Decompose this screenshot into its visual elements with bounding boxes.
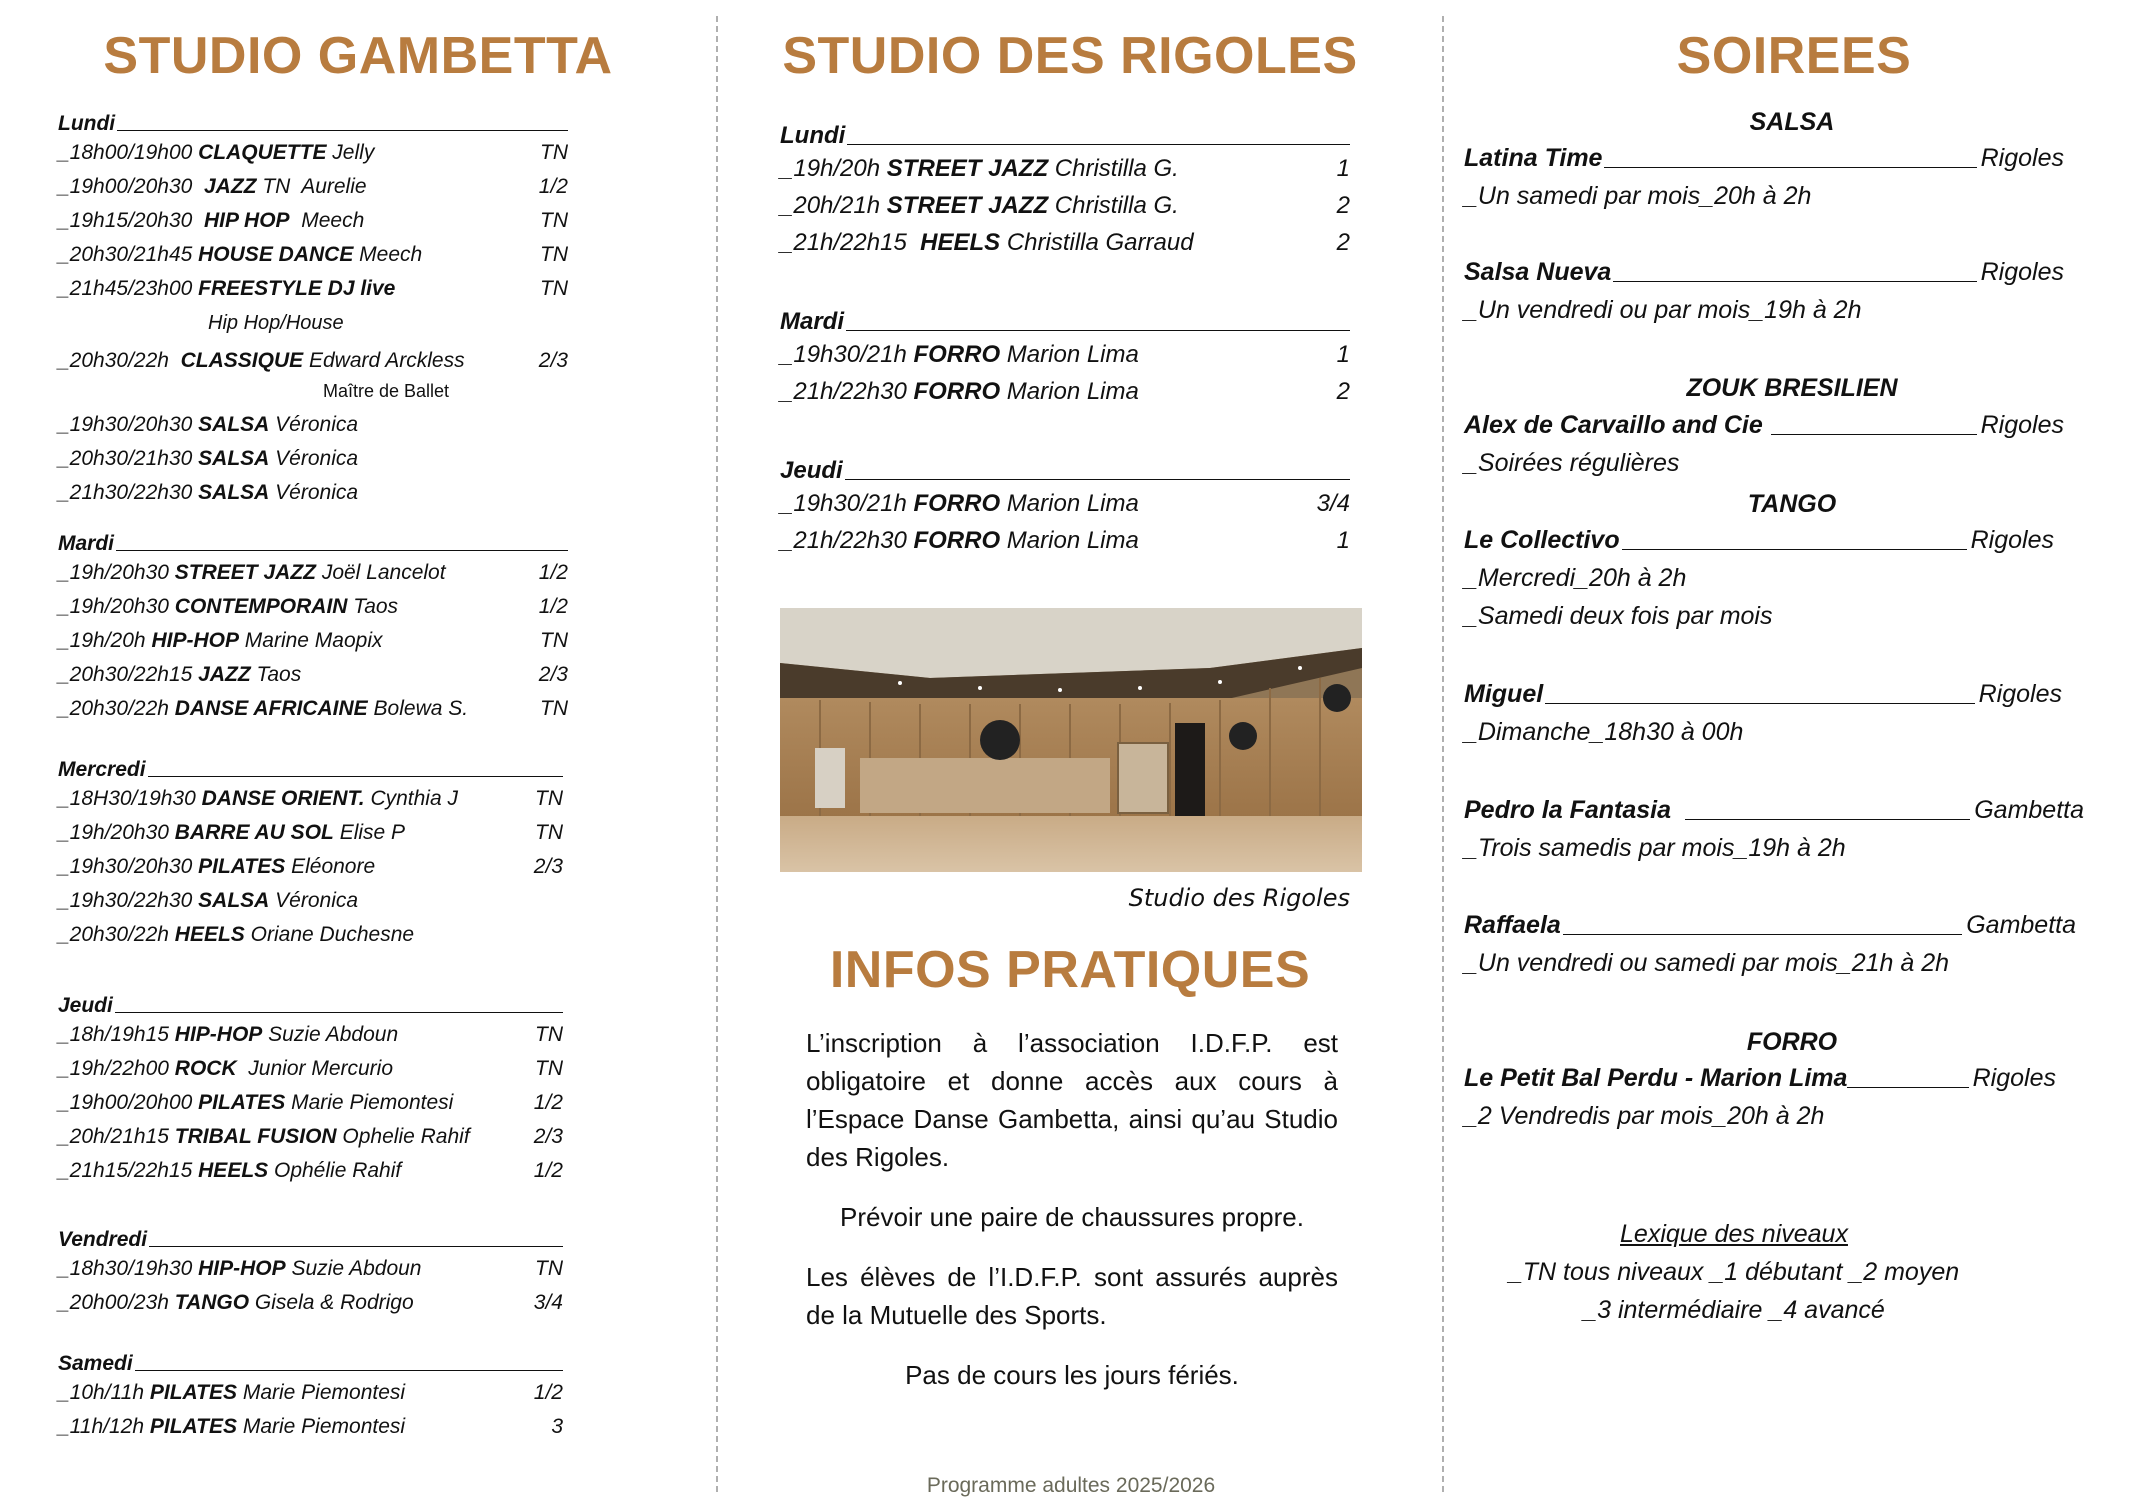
class-time: _19h15/20h30: [58, 209, 204, 232]
schedule-row: [58, 782, 563, 816]
class-time: _19h/22h00: [58, 1057, 175, 1080]
class-name: SALSA: [198, 889, 270, 912]
class-name: BARRE AU SOL: [174, 821, 334, 844]
rigoles-mardi-block: [780, 306, 1350, 410]
class-name: CLAQUETTE: [198, 141, 327, 164]
rigoles-jeudi-block: [780, 455, 1350, 559]
schedule-row: [780, 224, 1350, 261]
lexique-line: _3 intermédiaire _4 avancé: [1583, 1296, 1885, 1324]
class-name: HEELS: [174, 923, 245, 946]
section-heading: SALSA: [1749, 108, 1835, 136]
class-level: 1: [1336, 527, 1350, 554]
soiree-info: _Un vendredi ou samedi par mois_21h à 2h: [1464, 949, 1950, 977]
class-name: STREET JAZZ: [886, 192, 1049, 219]
soiree-entry: Le Collectivo Rigoles: [1464, 526, 2054, 554]
class-name: FORRO: [913, 378, 1001, 405]
class-level: TN: [535, 787, 563, 810]
class-time: _20h30/21h30: [58, 447, 199, 470]
class-level: [498, 442, 568, 476]
class-name: ROCK: [174, 1057, 237, 1080]
schedule-note: Maître de Ballet: [323, 381, 450, 401]
class-name: HIP-HOP: [151, 629, 239, 652]
class-time: _19h/20h: [58, 629, 152, 652]
soiree-entry: Pedro la Fantasia Gambetta: [1464, 796, 2084, 824]
class-name: DANSE ORIENT.: [201, 787, 365, 810]
class-level: 1/2: [538, 595, 568, 618]
class-teacher: Elise P: [333, 821, 406, 844]
class-teacher: Suzie Abdoun: [262, 1023, 399, 1046]
class-time: _10h/11h: [58, 1381, 150, 1404]
soiree-info: _Trois samedis par mois_19h à 2h: [1464, 834, 1846, 862]
class-level: [493, 918, 563, 952]
class-teacher: Christilla G.: [1048, 155, 1179, 182]
schedule-row: [58, 692, 568, 726]
day-heading: Mardi: [58, 530, 568, 556]
class-time: _19h30/22h30: [58, 889, 199, 912]
class-name: CLASSIQUE: [180, 349, 304, 372]
schedule-row: [780, 522, 1350, 559]
gambetta-samedi-block: [58, 1350, 563, 1444]
schedule-row: [58, 624, 568, 658]
class-teacher: Taos: [250, 663, 302, 686]
infos-paragraph: Pas de cours les jours fériés.: [905, 1360, 1239, 1390]
soiree-info: _Un vendredi ou par mois_19h à 2h: [1464, 296, 1862, 324]
class-time: _20h00/23h: [58, 1291, 175, 1314]
class-name: SALSA: [198, 481, 270, 504]
day-heading: Jeudi: [780, 455, 1350, 485]
class-teacher: Marine Maopix: [238, 629, 383, 652]
class-time: _11h/12h: [58, 1415, 150, 1438]
soiree-entry: Miguel Rigoles: [1464, 680, 2062, 708]
class-time: _19h/20h: [780, 155, 887, 182]
schedule-row: [58, 658, 568, 692]
schedule-note: Hip Hop/House: [208, 312, 344, 334]
gambetta-jeudi-block: [58, 992, 563, 1188]
class-teacher: Véronica: [269, 413, 359, 436]
class-level: 2/3: [533, 1125, 563, 1148]
class-level: 1/2: [533, 1091, 563, 1114]
class-name: FORRO: [913, 341, 1001, 368]
class-teacher: Cynthia J: [364, 787, 458, 810]
class-teacher: Véronica: [269, 447, 359, 470]
schedule-row: [58, 1154, 563, 1188]
class-name: STREET JAZZ: [886, 155, 1049, 182]
schedule-row: [58, 918, 563, 952]
schedule-row: [58, 1410, 563, 1444]
schedule-row: [58, 1052, 563, 1086]
rigoles-lundi-block: [780, 120, 1350, 261]
class-time: _20h30/22h: [58, 697, 175, 720]
schedule-row: [58, 170, 568, 204]
schedule-row: [58, 136, 568, 170]
section-heading: TANGO: [1747, 490, 1837, 518]
class-teacher: Edward Arckless: [303, 349, 465, 372]
schedule-row: [780, 485, 1350, 522]
gambetta-mardi-block: [58, 530, 568, 726]
class-level: TN: [535, 1257, 563, 1280]
class-name: PILATES: [198, 855, 286, 878]
class-time: _20h/21h15: [58, 1125, 175, 1148]
class-teacher: Marie Piemontesi: [237, 1415, 406, 1438]
class-teacher: Junior Mercurio: [236, 1057, 394, 1080]
class-name: HOUSE DANCE: [198, 243, 354, 266]
class-level: 1: [1336, 155, 1350, 182]
class-level: TN: [540, 629, 568, 652]
class-level: 1/2: [533, 1381, 563, 1404]
class-name: TANGO: [174, 1291, 250, 1314]
footer-text: Programme adultes 2025/2026: [926, 1474, 1216, 1497]
class-level: TN: [535, 1023, 563, 1046]
schedule-row: [58, 884, 563, 918]
class-time: _18h00/19h00: [58, 141, 199, 164]
schedule-row: [780, 373, 1350, 410]
soiree-entry: Latina Time Rigoles: [1464, 144, 2064, 172]
class-level: 2: [1336, 229, 1350, 256]
class-name: SALSA: [198, 447, 270, 470]
class-teacher: Suzie Abdoun: [285, 1257, 422, 1280]
class-time: _20h30/22h15: [58, 663, 199, 686]
schedule-row: [58, 408, 568, 442]
schedule-row: [58, 816, 563, 850]
class-time: _21h/22h15: [780, 229, 921, 256]
day-heading: Samedi: [58, 1350, 563, 1376]
class-teacher: Christilla Garraud: [1000, 229, 1194, 256]
class-name: HEELS: [198, 1159, 269, 1182]
class-name: HIP-HOP: [174, 1023, 263, 1046]
class-time: _21h/22h30: [780, 527, 914, 554]
class-level: 2/3: [538, 349, 568, 372]
class-name: FORRO: [913, 490, 1001, 517]
class-name: HIP HOP: [203, 209, 290, 232]
class-teacher: Eléonore: [285, 855, 376, 878]
studio-photo-image: [780, 608, 1362, 872]
soirees-title: SOIREES: [1676, 27, 1912, 85]
class-teacher: Joël Lancelot: [315, 561, 446, 584]
soiree-entry: Raffaela Gambetta: [1464, 911, 2076, 939]
column-divider-right: [1442, 16, 1444, 1492]
class-time: _19h/20h30: [58, 595, 175, 618]
schedule-row: [780, 187, 1350, 224]
schedule-row: [58, 1120, 563, 1154]
class-teacher: Marion Lima: [1000, 341, 1139, 368]
class-level: TN: [540, 141, 568, 164]
class-level: 1/2: [538, 175, 568, 198]
schedule-row: [58, 238, 568, 272]
class-name: SALSA: [198, 413, 270, 436]
gambetta-vendredi-block: [58, 1226, 563, 1320]
class-time: _21h30/22h30: [58, 481, 199, 504]
class-time: _21h15/22h15: [58, 1159, 199, 1182]
class-level: 2: [1336, 378, 1350, 405]
schedule-row: [58, 442, 568, 476]
infos-text: [806, 1024, 1338, 1394]
class-level: 3/4: [1316, 490, 1350, 517]
soiree-info: _Dimanche_18h30 à 00h: [1464, 718, 1744, 746]
soiree-info: _2 Vendredis par mois_20h à 2h: [1464, 1102, 1825, 1130]
class-level: [493, 884, 563, 918]
class-time: _21h/22h30: [780, 378, 914, 405]
schedule-row: [58, 1286, 563, 1320]
class-time: _20h/21h: [780, 192, 887, 219]
section-heading: ZOUK BRESILIEN: [1686, 374, 1898, 402]
class-name: FORRO: [913, 527, 1001, 554]
class-name: PILATES: [149, 1381, 237, 1404]
day-heading: Mardi: [780, 306, 1350, 336]
class-teacher: Ophélie Rahif: [268, 1159, 402, 1182]
class-teacher: Bolewa S.: [367, 697, 469, 720]
class-time: _19h00/20h00: [58, 1091, 199, 1114]
class-level: 2: [1336, 192, 1350, 219]
class-teacher: Ophelie Rahif: [336, 1125, 470, 1148]
schedule-row: [58, 1376, 563, 1410]
gambetta-title: STUDIO GAMBETTA: [103, 27, 613, 85]
class-teacher: Véronica: [269, 481, 359, 504]
class-level: 3/4: [533, 1291, 563, 1314]
class-teacher: Marie Piemontesi: [285, 1091, 454, 1114]
day-heading: Vendredi: [58, 1226, 563, 1252]
class-level: [498, 476, 568, 510]
class-name: PILATES: [149, 1415, 237, 1438]
class-time: _18H30/19h30: [58, 787, 202, 810]
class-level: TN: [540, 243, 568, 266]
section-heading: FORRO: [1746, 1028, 1838, 1056]
column-divider-left: [716, 16, 718, 1492]
class-teacher: Christilla G.: [1048, 192, 1179, 219]
class-name: DANSE AFRICAINE: [174, 697, 368, 720]
class-level: TN: [540, 209, 568, 232]
class-teacher: Gisela & Rodrigo: [249, 1291, 414, 1314]
class-time: _19h/20h30: [58, 821, 175, 844]
soiree-info: _Soirées régulières: [1464, 449, 1680, 477]
infos-paragraph: Les élèves de l’I.D.F.P. sont assurés auprès de la Mutuelle des Sports.: [806, 1262, 1338, 1330]
class-teacher: Véronica: [269, 889, 359, 912]
class-name: CONTEMPORAIN: [174, 595, 348, 618]
class-teacher: Marion Lima: [1000, 490, 1139, 517]
class-name: JAZZ: [198, 663, 251, 686]
soiree-info: _Samedi deux fois par mois: [1464, 602, 1773, 630]
day-heading: Jeudi: [58, 992, 563, 1018]
schedule-row: [58, 476, 568, 510]
class-level: 2/3: [533, 855, 563, 878]
day-heading: Mercredi: [58, 756, 563, 782]
gambetta-lundi-block: [58, 110, 568, 510]
class-teacher: Marion Lima: [1000, 378, 1139, 405]
day-heading: Lundi: [780, 120, 1350, 150]
infos-paragraph: L’inscription à l’association I.D.F.P. est obligatoire et donne accès aux cours à l’Espace Danse Gambetta, ainsi qu’au Studio des Rigoles.: [806, 1028, 1338, 1172]
class-teacher: Taos: [347, 595, 399, 618]
infos-paragraph: Prévoir une paire de chaussures propre.: [840, 1202, 1304, 1232]
class-level: 1/2: [533, 1159, 563, 1182]
class-time: _19h30/20h30: [58, 413, 199, 436]
class-level: TN: [540, 277, 568, 300]
class-level: 2/3: [538, 663, 568, 686]
class-time: _19h30/20h30: [58, 855, 199, 878]
soiree-entry: Alex de Carvaillo and Cie Rigoles: [1464, 411, 2064, 439]
class-time: _19h30/21h: [780, 341, 914, 368]
soiree-entry: Le Petit Bal Perdu - Marion Lima Rigoles: [1464, 1064, 2056, 1092]
class-teacher: Oriane Duchesne: [244, 923, 415, 946]
schedule-row: [58, 850, 563, 884]
class-name: HIP-HOP: [198, 1257, 286, 1280]
schedule-row: [58, 204, 568, 238]
class-time: _21h45/23h00: [58, 277, 199, 300]
class-name: TRIBAL FUSION: [174, 1125, 337, 1148]
infos-title: INFOS PRATIQUES: [829, 941, 1311, 999]
class-teacher: TN Aurelie: [256, 175, 367, 198]
class-time: _19h/20h30: [58, 561, 175, 584]
soiree-entry: Salsa Nueva Rigoles: [1464, 258, 2064, 286]
class-time: _18h30/19h30: [58, 1257, 199, 1280]
soiree-info: _Mercredi_20h à 2h: [1464, 564, 1687, 592]
lexique-line: _TN tous niveaux _1 débutant _2 moyen: [1508, 1258, 1960, 1286]
studio-photo: [780, 608, 1362, 872]
class-level: TN: [540, 697, 568, 720]
class-time: _20h30/22h: [58, 349, 181, 372]
schedule-row: [58, 1086, 563, 1120]
class-name: STREET JAZZ: [174, 561, 316, 584]
class-teacher: Meech: [289, 209, 365, 232]
class-time: _20h30/21h45: [58, 243, 199, 266]
schedule-row: [58, 344, 568, 378]
class-level: TN: [535, 821, 563, 844]
class-level: TN: [535, 1057, 563, 1080]
class-time: _19h30/21h: [780, 490, 914, 517]
photo-caption: Studio des Rigoles: [1128, 884, 1350, 912]
class-level: 1: [1336, 341, 1350, 368]
class-name: JAZZ: [203, 175, 257, 198]
rigoles-title: STUDIO DES RIGOLES: [782, 27, 1358, 85]
class-name: HEELS: [920, 229, 1001, 256]
schedule-row: [58, 1252, 563, 1286]
class-teacher: Jelly: [326, 141, 375, 164]
class-time: _18h/19h15: [58, 1023, 175, 1046]
class-name: PILATES: [198, 1091, 286, 1114]
class-level: 1/2: [538, 561, 568, 584]
schedule-row: [58, 590, 568, 624]
class-teacher: Marion Lima: [1000, 527, 1139, 554]
schedule-row: [780, 336, 1350, 373]
lexique-title: Lexique des niveaux: [1620, 1220, 1848, 1248]
class-teacher: Meech: [353, 243, 423, 266]
class-teacher: Marie Piemontesi: [237, 1381, 406, 1404]
day-heading: Lundi: [58, 110, 568, 136]
class-level: [498, 408, 568, 442]
class-level: 3: [551, 1415, 563, 1438]
schedule-row: [58, 556, 568, 590]
schedule-row: [58, 272, 568, 306]
schedule-row: [780, 150, 1350, 187]
class-time: _19h00/20h30: [58, 175, 204, 198]
class-name: FREESTYLE DJ live: [198, 277, 396, 300]
gambetta-mercredi-block: [58, 756, 563, 952]
soiree-info: _Un samedi par mois_20h à 2h: [1464, 182, 1812, 210]
class-time: _20h30/22h: [58, 923, 175, 946]
schedule-row: [58, 1018, 563, 1052]
